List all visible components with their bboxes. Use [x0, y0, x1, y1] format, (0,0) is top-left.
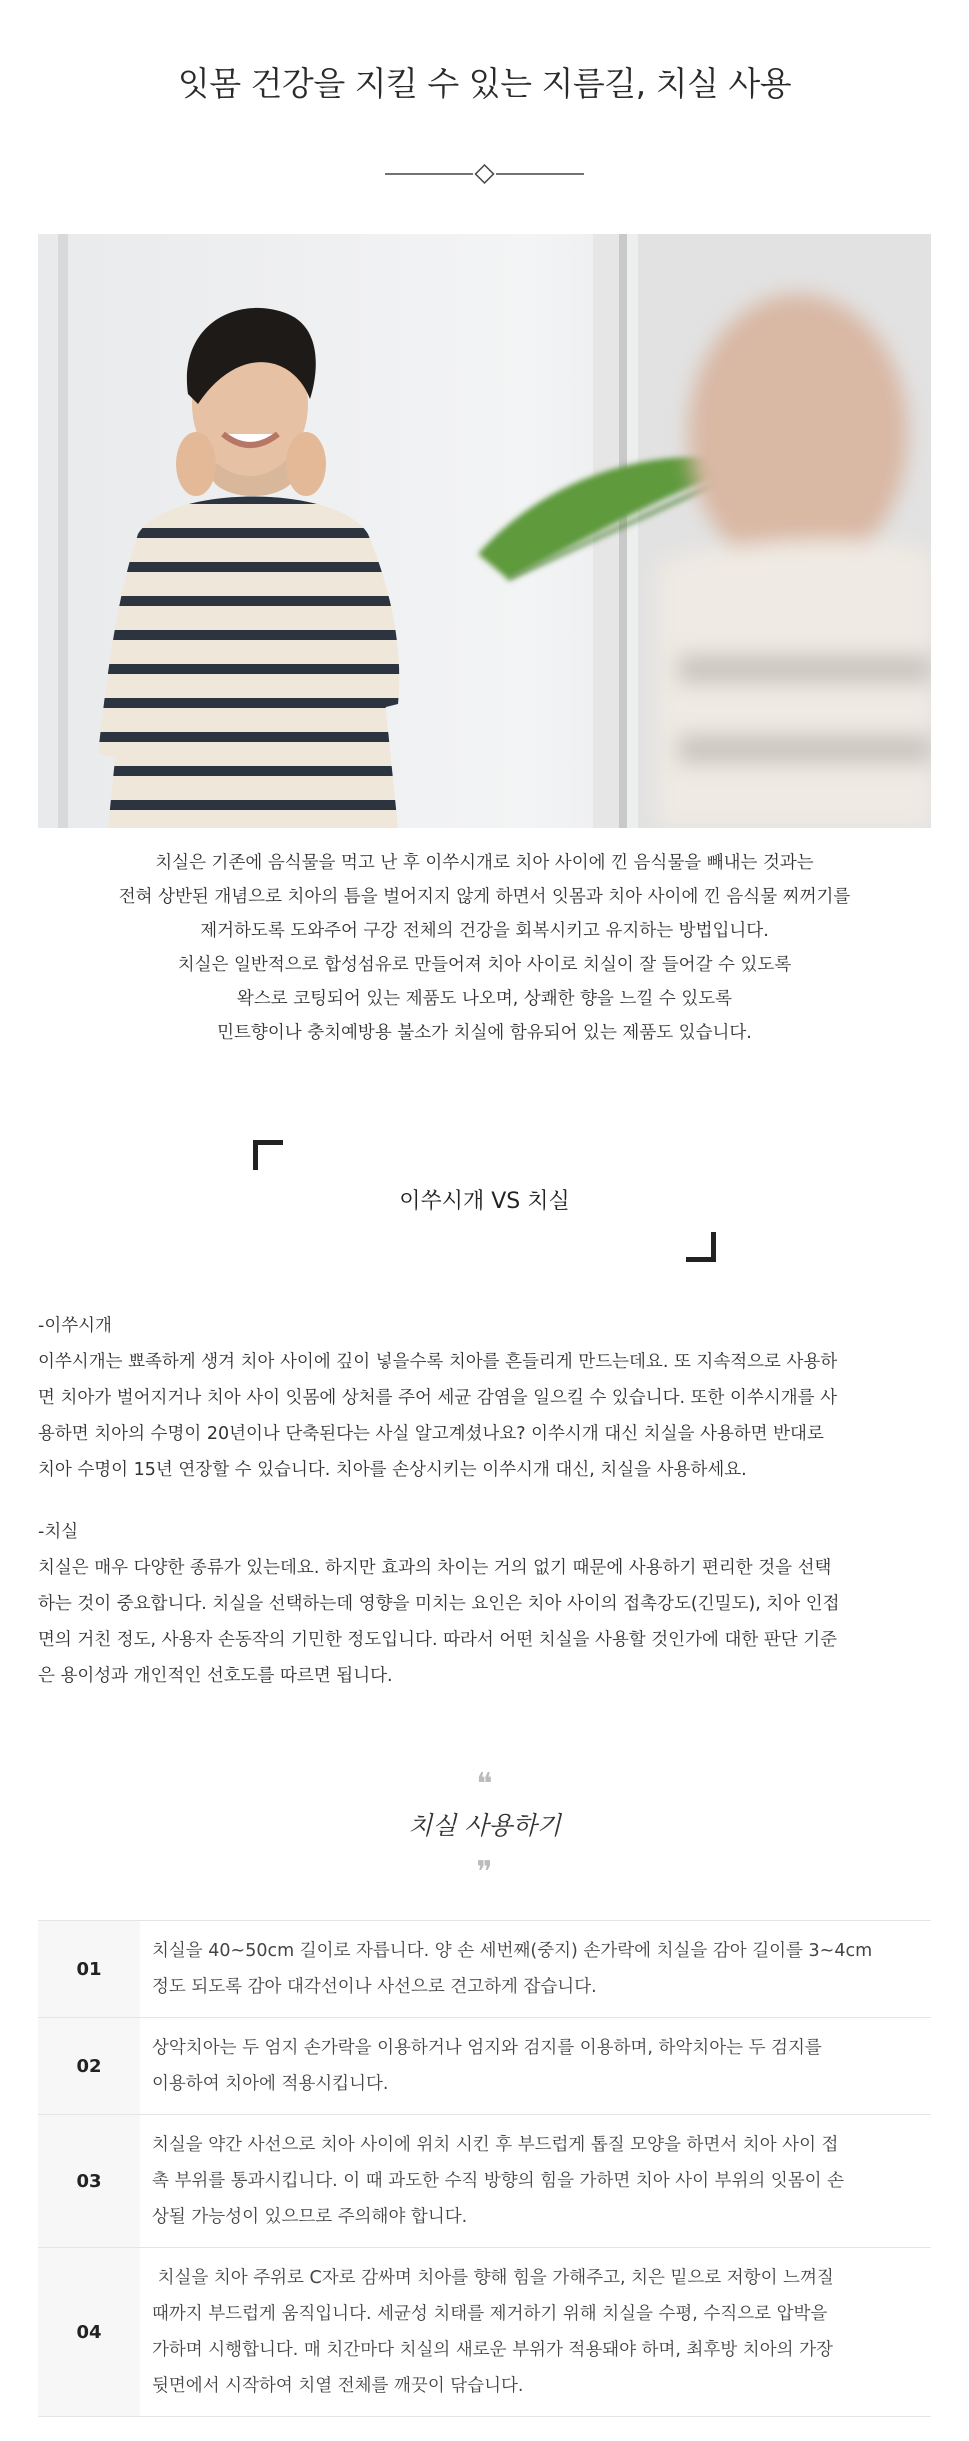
step-line: 치실을 40~50cm 길이로 자릅니다. 양 손 세번째(중지) 손가락에 치실을 감아 길이를 3~4cm: [152, 1941, 873, 1961]
step-line: 가하며 시행합니다. 매 치간마다 치실의 새로운 부위가 적용돼야 하며, 최후방 치아의 가장: [152, 2340, 833, 2360]
toothpick-heading: -이쑤시개: [38, 1316, 112, 1336]
open-quote-icon: ❝: [476, 1767, 493, 1802]
step-line: 치실을 치아 주위로 C자로 감싸며 치아를 향해 힘을 가해주고, 치은 밑으로 저항이 느껴질: [152, 2268, 834, 2288]
diamond-divider-icon: [385, 162, 584, 186]
intro-text: [38, 846, 931, 1050]
floss-line: 치실은 매우 다양한 종류가 있는데요. 하지만 효과의 차이는 거의 없기 때문에 사용하기 편리한 것을 선택: [38, 1558, 832, 1578]
step-line: 상될 가능성이 있으므로 주의해야 합니다.: [152, 2207, 468, 2227]
howto-heading: 치실 사용하기: [408, 1811, 561, 1840]
floss-section: [38, 1514, 931, 1694]
toothpick-line: 면 치아가 벌어지거나 치아 사이 잇몸에 상처를 주어 세균 감염을 일으킬 수 있습니다. 또한 이쑤시개를 사: [38, 1388, 838, 1408]
table-row: [38, 2115, 931, 2248]
steps-table: [38, 1920, 931, 2417]
toothpick-line: 치아 수명이 15년 연장할 수 있습니다. 치아를 손상시키는 이쑤시개 대신, 치실을 사용하세요.: [38, 1460, 747, 1480]
table-row: [38, 1921, 931, 2018]
toothpick-line: 용하면 치아의 수명이 20년이나 단축된다는 사실 알고계셨나요? 이쑤시개 대신 치실을 사용하면 반대로: [38, 1424, 824, 1444]
bracket-top-left-icon: [253, 1140, 283, 1170]
step-description: [140, 2248, 931, 2417]
floss-heading: -치실: [38, 1522, 79, 1542]
step-number: 03: [38, 2115, 140, 2248]
step-line: 촉 부위를 통과시킵니다. 이 때 과도한 수직 방향의 힘을 가하면 치아 사이 부위의 잇몸이 손: [152, 2171, 845, 2191]
intro-line: 전혀 상반된 개념으로 치아의 틈을 벌어지지 않게 하면서 잇몸과 치아 사이에 낀 음식물 찌꺼기를: [118, 887, 851, 907]
step-description: [140, 1921, 931, 2018]
intro-line: 치실은 일반적으로 합성섬유로 만들어져 치아 사이로 치실이 잘 들어갈 수 있도록: [177, 955, 792, 975]
step-line: 이용하여 치아에 적용시킵니다.: [152, 2074, 389, 2094]
step-description: [140, 2115, 931, 2248]
floss-line: 면의 거친 정도, 사용자 손동작의 기민한 정도입니다. 따라서 어떤 치실을 사용할 것인가에 대한 판단 기준: [38, 1630, 838, 1650]
intro-line: 왁스로 코팅되어 있는 제품도 나오며, 상쾌한 향을 느낄 수 있도록: [236, 989, 733, 1009]
toothpick-line: 이쑤시개는 뾰족하게 생겨 치아 사이에 깊이 넣을수록 치아를 흔들리게 만드는데요. 또 지속적으로 사용하: [38, 1352, 838, 1372]
page-title: 잇몸 건강을 지킬 수 있는 지름길, 치실 사용: [177, 64, 792, 103]
table-row: [38, 2018, 931, 2115]
step-description: [140, 2018, 931, 2115]
man-flossing-photo: [38, 234, 931, 828]
step-line: 뒷면에서 시작하여 치열 전체를 깨끗이 닦습니다.: [152, 2376, 524, 2396]
step-number: 04: [38, 2248, 140, 2417]
bracket-bottom-right-icon: [686, 1232, 716, 1262]
vs-heading: 이쑤시개 VS 치실: [399, 1189, 570, 1214]
intro-line: 치실은 기존에 음식물을 먹고 난 후 이쑤시개로 치아 사이에 낀 음식물을 빼내는 것과는: [155, 853, 814, 873]
floss-line: 하는 것이 중요합니다. 치실을 선택하는데 영향을 미치는 요인은 치아 사이의 접촉강도(긴밀도), 치아 인접: [38, 1594, 840, 1614]
intro-line: 제거하도록 도와주어 구강 전체의 건강을 회복시키고 유지하는 방법입니다.: [200, 921, 769, 941]
step-number: 02: [38, 2018, 140, 2115]
step-line: 상악치아는 두 엄지 손가락을 이용하거나 엄지와 검지를 이용하며, 하악치아는 두 검지를: [152, 2038, 822, 2058]
toothpick-section: [38, 1308, 931, 1488]
step-line: 때까지 부드럽게 움직입니다. 세균성 치태를 제거하기 위해 치실을 수평, 수직으로 압박을: [152, 2304, 828, 2324]
table-row: [38, 2248, 931, 2417]
close-quote-icon: ❞: [476, 1855, 493, 1890]
step-line: 치실을 약간 사선으로 치아 사이에 위치 시킨 후 부드럽게 톱질 모양을 하면서 치아 사이 접: [152, 2135, 839, 2155]
floss-line: 은 용이성과 개인적인 선호도를 따르면 됩니다.: [38, 1666, 393, 1686]
step-number: 01: [38, 1921, 140, 2018]
intro-line: 민트향이나 충치예방용 불소가 치실에 함유되어 있는 제품도 있습니다.: [217, 1023, 752, 1043]
step-line: 정도 되도록 감아 대각선이나 사선으로 견고하게 잡습니다.: [152, 1977, 597, 1997]
